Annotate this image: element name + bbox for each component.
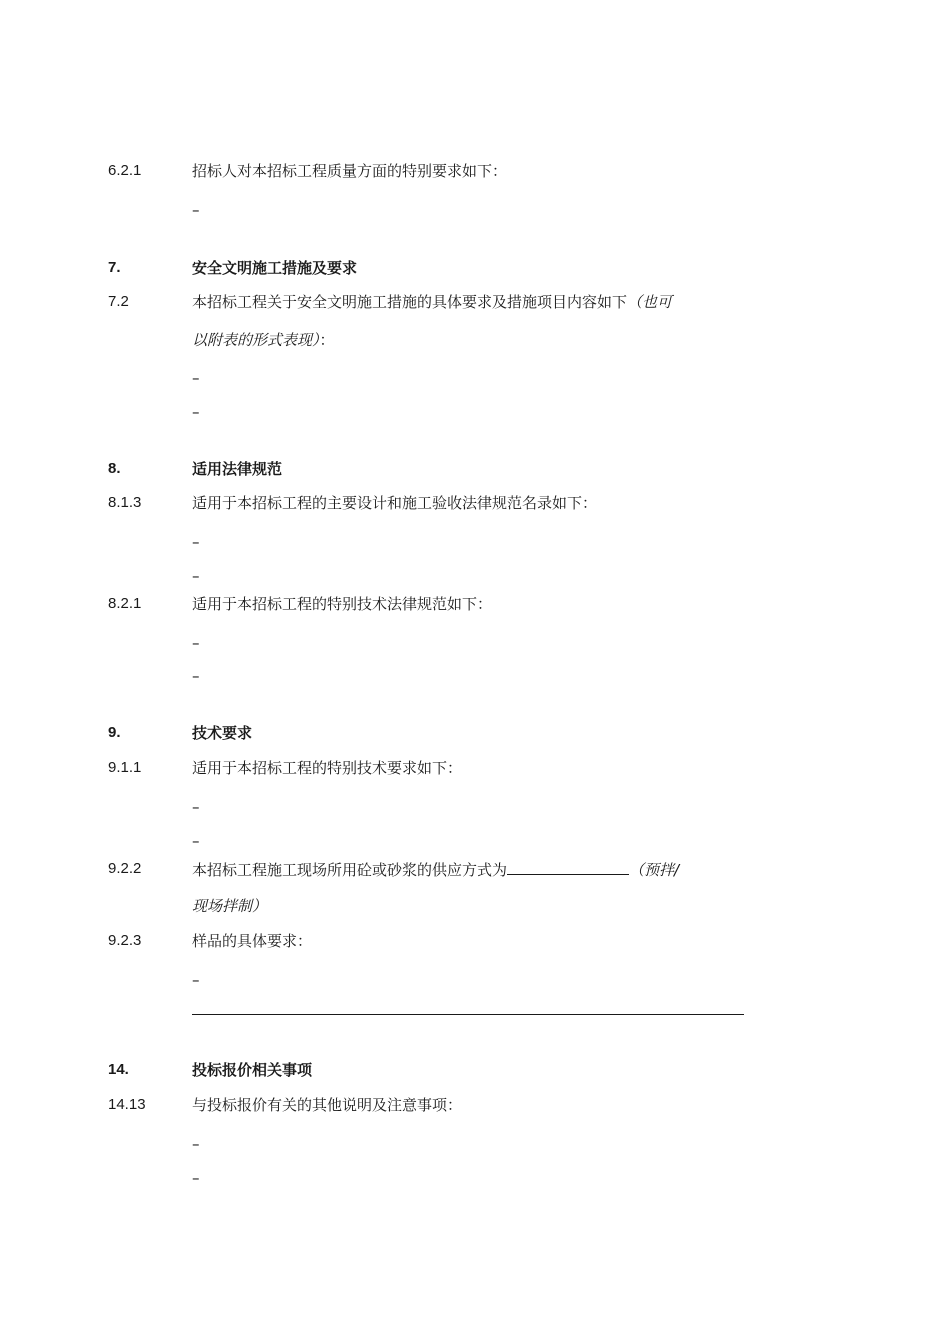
clause-note: （预拌/	[629, 861, 680, 879]
clause-text: 适用于本招标工程的主要设计和施工验收法律规范名录如下：	[192, 494, 598, 512]
clause-text: 适用于本招标工程的特别技术要求如下：	[192, 759, 463, 777]
clause-number: 6.2.1	[108, 162, 142, 179]
clause-number: 8.2.1	[108, 595, 142, 612]
entry-dash: –	[192, 533, 200, 551]
entry-dash: –	[192, 369, 200, 387]
clause-8-1-3	[0, 491, 950, 515]
blank-entry[interactable]	[0, 968, 950, 992]
entry-dash: –	[192, 567, 200, 585]
blank-entry[interactable]	[0, 198, 950, 222]
clause-7-2-continued	[0, 328, 950, 352]
entry-dash: –	[192, 403, 200, 421]
clause-14-13	[0, 1093, 950, 1117]
section-14-heading	[0, 1058, 950, 1082]
blank-entry[interactable]	[0, 366, 950, 390]
clause-note: 现场拌制）	[192, 897, 268, 915]
blank-entry[interactable]	[0, 400, 950, 424]
blank-entry[interactable]	[0, 664, 950, 688]
clause-number: 7.2	[108, 293, 129, 310]
entry-dash: –	[192, 1169, 200, 1187]
entry-dash: –	[192, 201, 200, 219]
blank-entry[interactable]	[0, 564, 950, 588]
entry-dash: –	[192, 832, 200, 850]
clause-9-2-2	[0, 857, 950, 881]
clause-9-2-2-continued	[0, 894, 950, 918]
sample-requirement-blank-line[interactable]	[192, 1014, 744, 1015]
blank-entry[interactable]	[0, 530, 950, 554]
section-9-heading	[0, 721, 950, 745]
entry-dash: –	[192, 971, 200, 989]
clause-6-2-1	[0, 159, 950, 183]
clause-text: 适用于本招标工程的特别技术法律规范如下：	[192, 595, 493, 613]
clause-text: 与投标报价有关的其他说明及注意事项：	[192, 1096, 463, 1114]
clause-8-2-1	[0, 592, 950, 616]
clause-note: 以附表的形式表现）	[192, 331, 320, 349]
clause-text: 样品的具体要求：	[192, 932, 313, 950]
section-number: 14.	[108, 1061, 129, 1078]
clause-note: （也可	[627, 293, 673, 311]
section-title: 技术要求	[192, 724, 253, 742]
entry-dash: –	[192, 634, 200, 652]
clause-colon: ：	[319, 331, 335, 349]
clause-text: 本招标工程关于安全文明施工措施的具体要求及措施项目内容如下	[192, 293, 628, 311]
blank-entry[interactable]	[0, 829, 950, 853]
section-title: 投标报价相关事项	[192, 1061, 313, 1079]
clause-9-1-1	[0, 756, 950, 780]
section-8-heading	[0, 457, 950, 481]
clause-number: 9.2.2	[108, 860, 142, 877]
blank-entry[interactable]	[0, 1166, 950, 1190]
section-number: 7.	[108, 259, 121, 276]
blank-entry[interactable]	[0, 631, 950, 655]
entry-dash: –	[192, 798, 200, 816]
section-number: 9.	[108, 724, 121, 741]
section-title: 适用法律规范	[192, 460, 283, 478]
clause-number: 9.2.3	[108, 932, 142, 949]
blank-entry[interactable]	[0, 795, 950, 819]
section-title: 安全文明施工措施及要求	[192, 259, 358, 277]
clause-text: 招标人对本招标工程质量方面的特别要求如下：	[192, 162, 508, 180]
supply-method-blank[interactable]	[507, 857, 629, 875]
clause-7-2	[0, 290, 950, 314]
clause-number: 8.1.3	[108, 494, 142, 511]
clause-text: 本招标工程施工现场所用砼或砂浆的供应方式为	[192, 861, 508, 879]
blank-entry[interactable]	[0, 1132, 950, 1156]
section-7-heading	[0, 256, 950, 280]
entry-dash: –	[192, 667, 200, 685]
clause-number: 14.13	[108, 1096, 146, 1113]
entry-dash: –	[192, 1135, 200, 1153]
clause-number: 9.1.1	[108, 759, 142, 776]
section-number: 8.	[108, 460, 121, 477]
clause-9-2-3	[0, 929, 950, 953]
